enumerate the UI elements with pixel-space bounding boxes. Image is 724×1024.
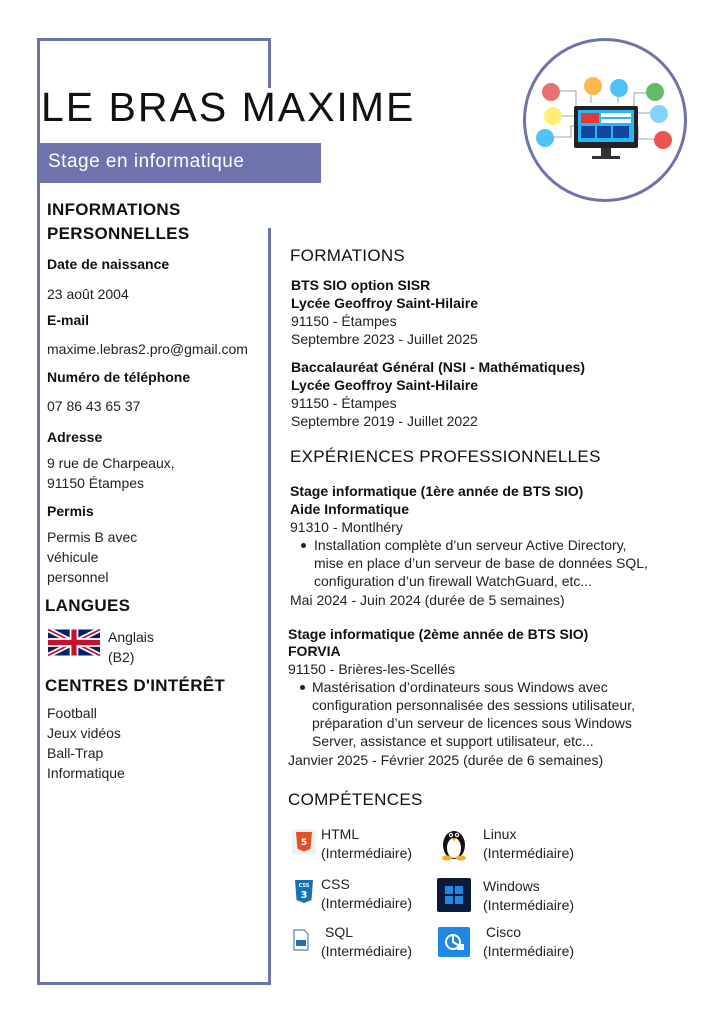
formations-title: FORMATIONS — [290, 246, 406, 265]
formation-city: 91150 - Étampes — [291, 395, 397, 411]
license-label: Permis — [47, 503, 94, 519]
interest-item: Ball-Trap — [47, 745, 104, 761]
experience-bullet-line: Mastérisation d’ordinateurs sous Windows avec — [312, 679, 608, 695]
experience-bullet-line: configuration personnalisée des sessions utilisateur, — [312, 697, 635, 713]
experience-bullet-line: configuration d’un firewall WatchGuard, etc... — [314, 573, 593, 589]
frame-top-border — [37, 38, 271, 41]
experience-bullet-line: Server, assistance et support utilisateur, etc... — [312, 733, 594, 749]
license-line3: personnel — [47, 569, 109, 585]
skill-name: Linux — [483, 826, 517, 842]
language-name: Anglais — [108, 629, 154, 645]
license-line2: véhicule — [47, 549, 99, 565]
formation-school: Lycée Geoffroy Saint-Hilaire — [291, 295, 478, 311]
address-line2: 91150 Étampes — [47, 475, 145, 491]
skill-name: SQL — [325, 924, 354, 940]
css3-icon — [289, 877, 319, 907]
interest-item: Football — [47, 705, 97, 721]
email-value[interactable]: maxime.lebras2.pro@gmail.com — [47, 341, 248, 357]
illustration-circle — [523, 38, 687, 202]
skill-level: (Intermédiaire) — [321, 895, 413, 911]
phone-value: 07 86 43 65 37 — [47, 398, 141, 414]
experience-bullet-line: mise en place d’un serveur de base de données SQL, — [314, 555, 648, 571]
interest-item: Informatique — [47, 765, 125, 781]
circle-badge-css — [544, 107, 562, 125]
skill-name: Cisco — [486, 924, 522, 940]
frame-right-border-top — [268, 38, 271, 88]
experience-company: Aide Informatique — [290, 501, 410, 517]
formation-dates: Septembre 2023 - Juillet 2025 — [291, 331, 478, 347]
language-level: (B2) — [108, 649, 135, 665]
experience-city: 91150 - Brières-les-Scellés — [288, 661, 456, 677]
license-line1: Permis B avec — [47, 529, 138, 545]
experience-city: 91310 - Montlhéry — [290, 519, 403, 535]
personal-info-title-line1: INFORMATIONS — [47, 200, 181, 219]
sql-file-icon — [291, 929, 311, 951]
html5-icon — [289, 827, 319, 857]
windows-icon — [437, 878, 471, 912]
circle-badge-sql — [536, 129, 554, 147]
skill-level: (Intermédiaire) — [321, 943, 413, 959]
formation-degree: BTS SIO option SISR — [291, 277, 431, 293]
skill-name: CSS — [321, 876, 350, 892]
circle-badge-web — [610, 79, 628, 97]
experiences-title: EXPÉRIENCES PROFESSIONNELLES — [290, 447, 601, 466]
address-label: Adresse — [47, 429, 103, 445]
personal-info-title-line2: PERSONNELLES — [47, 224, 190, 243]
experience-dates: Mai 2024 - Juin 2024 (durée de 5 semaines) — [290, 592, 565, 608]
bullet-dot — [300, 685, 305, 690]
birth-label: Date de naissance — [47, 256, 170, 272]
circle-badge-html — [542, 83, 560, 101]
skill-level: (Intermédiaire) — [483, 943, 575, 959]
experience-bullet-line: Installation complète d’un serveur Active Directory, — [314, 537, 627, 553]
circle-badge-www — [654, 131, 672, 149]
bullet-dot — [301, 543, 306, 548]
skills-title: COMPÉTENCES — [288, 790, 423, 809]
circle-badge-photo — [584, 77, 602, 95]
languages-title: LANGUES — [45, 596, 131, 615]
experience-company: FORVIA — [288, 643, 341, 659]
formation-school: Lycée Geoffroy Saint-Hilaire — [291, 377, 478, 393]
interests-title: CENTRES D'INTÉRÊT — [45, 676, 226, 695]
formation-dates: Septembre 2019 - Juillet 2022 — [291, 413, 478, 429]
subtitle: Stage en informatique — [48, 151, 245, 172]
frame-bottom-border — [37, 982, 271, 985]
tux-icon — [438, 825, 470, 861]
svg-text:CSS: CSS — [298, 883, 310, 889]
circle-badge-js — [650, 105, 668, 123]
cisco-icon — [438, 927, 470, 957]
skill-level: (Intermédiaire) — [321, 845, 413, 861]
svg-text:3: 3 — [300, 890, 308, 901]
skill-level: (Intermédiaire) — [483, 897, 575, 913]
skill-name: HTML — [321, 826, 360, 842]
uk-flag-icon — [48, 627, 100, 658]
email-label: E-mail — [47, 312, 90, 328]
phone-label: Numéro de téléphone — [47, 369, 191, 385]
circle-badge-php — [646, 83, 664, 101]
frame-right-border-bottom — [268, 228, 271, 985]
experience-dates: Janvier 2025 - Février 2025 (durée de 6 semaines) — [288, 752, 604, 768]
experience-title: Stage informatique (2ème année de BTS SIO) — [288, 626, 589, 642]
svg-text:5: 5 — [300, 838, 308, 848]
experience-bullet-line: préparation d’un serveur de licences sous Windows — [312, 715, 632, 731]
skill-name: Windows — [483, 878, 540, 894]
formation-city: 91150 - Étampes — [291, 313, 397, 329]
address-line1: 9 rue de Charpeaux, — [47, 455, 175, 471]
formation-degree: Baccalauréat Général (NSI - Mathématiques) — [291, 359, 586, 375]
experience-title: Stage informatique (1ère année de BTS SIO) — [290, 483, 584, 499]
birth-value: 23 août 2004 — [47, 286, 129, 302]
interest-item: Jeux vidéos — [47, 725, 121, 741]
candidate-name: LE BRAS MAXIME — [41, 84, 416, 130]
skill-level: (Intermédiaire) — [483, 845, 575, 861]
